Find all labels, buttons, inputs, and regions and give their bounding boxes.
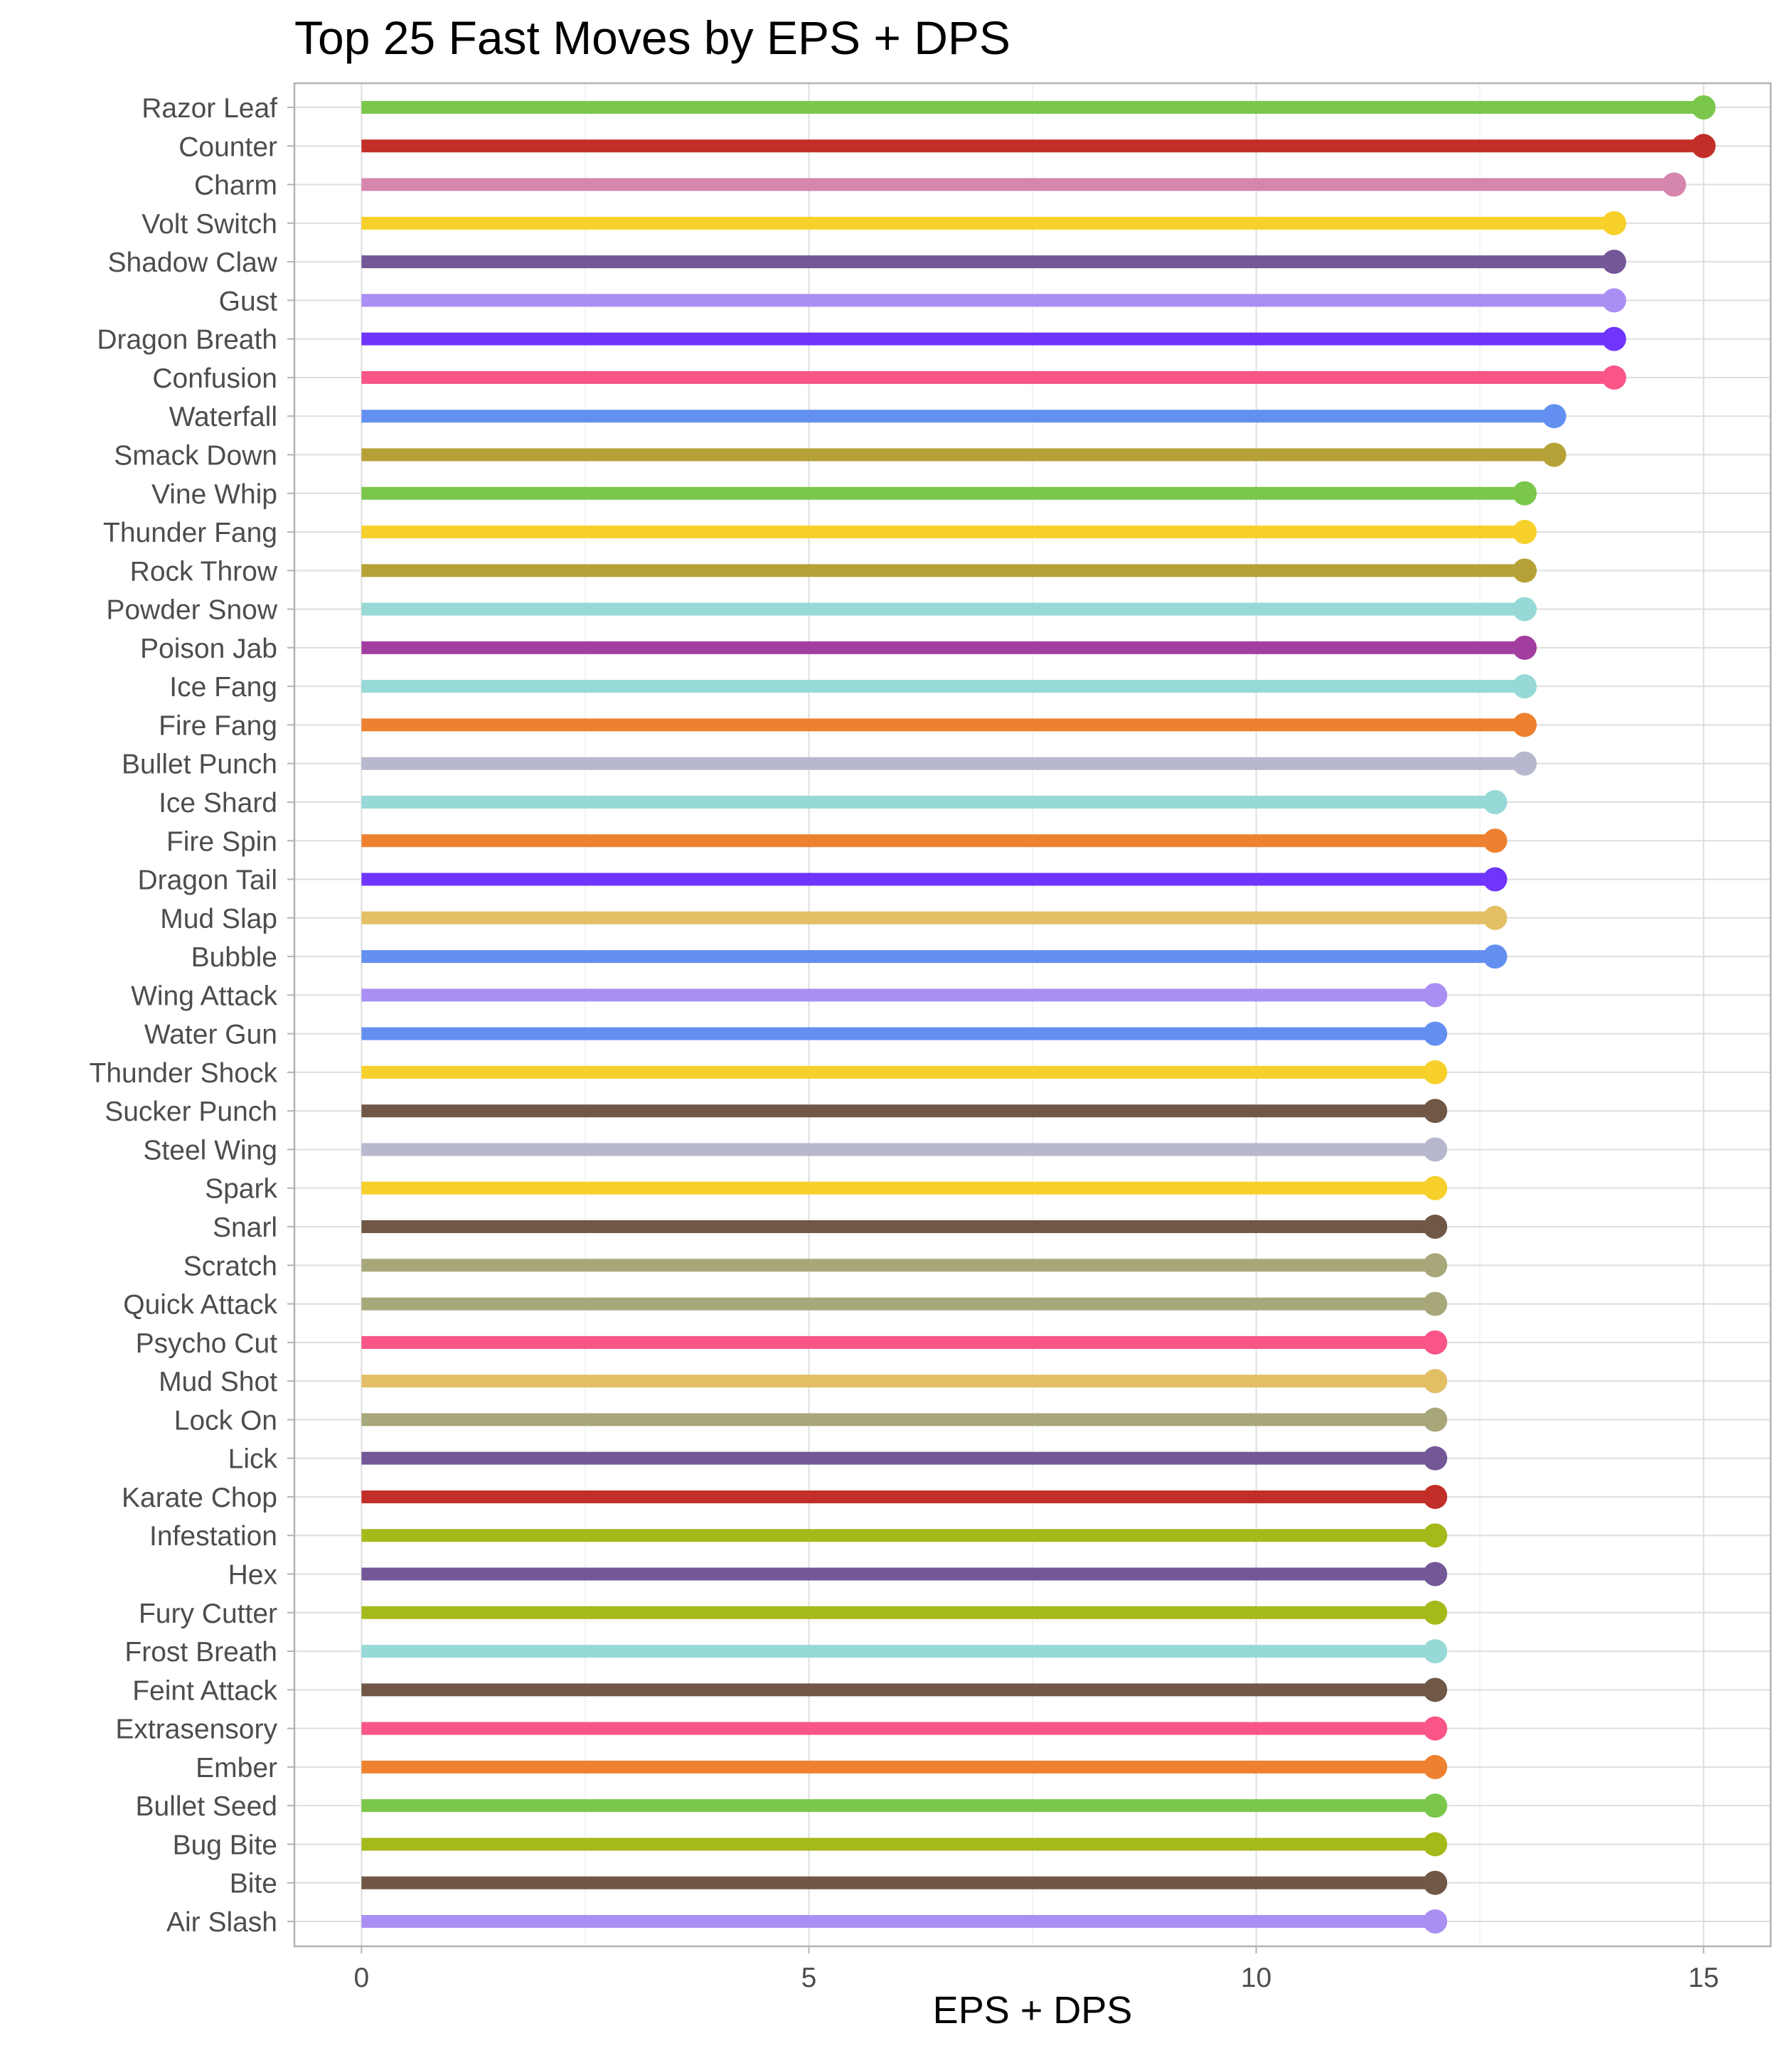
x-tick-label: 10 <box>1240 1963 1272 1993</box>
lollipop-point <box>1423 1793 1447 1818</box>
lollipop-point <box>1542 442 1567 466</box>
lollipop-point <box>1423 1407 1447 1431</box>
y-tick-label: Dragon Breath <box>97 324 277 356</box>
y-tick-label: Infestation <box>149 1521 277 1552</box>
lollipop-point <box>1513 481 1537 506</box>
lollipop-point <box>1513 636 1537 660</box>
y-tick-label: Frost Breath <box>124 1637 277 1668</box>
lollipop-point <box>1423 1253 1447 1277</box>
lollipop-point <box>1513 752 1537 776</box>
lollipop-point <box>1602 327 1626 351</box>
y-tick-label: Mud Shot <box>159 1367 277 1398</box>
y-tick-label: Shadow Claw <box>107 247 277 279</box>
dot-layer <box>1423 95 1715 1934</box>
lollipop-point <box>1602 250 1626 274</box>
lollipop-point <box>1423 1446 1447 1471</box>
y-tick-label: Poison Jab <box>140 633 277 664</box>
lollipop-point <box>1423 1717 1447 1741</box>
lollipop-point <box>1423 1601 1447 1625</box>
y-tick-label: Fury Cutter <box>138 1598 277 1629</box>
lollipop-point <box>1423 1176 1447 1200</box>
lollipop-point <box>1483 828 1507 853</box>
y-tick-label: Spark <box>205 1173 277 1205</box>
lollipop-point <box>1423 1909 1447 1934</box>
lollipop-point <box>1483 906 1507 930</box>
lollipop-point <box>1692 95 1716 119</box>
lollipop-point <box>1602 288 1626 312</box>
lollipop-point <box>1513 713 1537 737</box>
y-tick-label: Razor Leaf <box>142 93 277 124</box>
y-tick-label: Bullet Seed <box>135 1791 277 1823</box>
y-tick-label: Sucker Punch <box>105 1097 277 1128</box>
lollipop-point <box>1423 1137 1447 1161</box>
lollipop-point <box>1483 944 1507 969</box>
x-axis-title: EPS + DPS <box>932 1989 1133 2032</box>
y-tick-label: Wing Attack <box>131 981 277 1012</box>
lollipop-point <box>1513 520 1537 544</box>
x-tick-label: 0 <box>353 1963 370 1993</box>
y-axis <box>90 93 295 1938</box>
y-tick-label: Mud Slap <box>160 903 277 934</box>
lollipop-point <box>1423 1215 1447 1239</box>
y-tick-label: Fire Fang <box>159 710 277 742</box>
y-tick-label: Rock Throw <box>129 556 277 587</box>
x-tick-label: 15 <box>1687 1963 1719 1993</box>
x-axis <box>354 1946 1719 1993</box>
lollipop-point <box>1423 983 1447 1007</box>
lollipop-point <box>1602 366 1626 390</box>
lollipop-point <box>1423 1523 1447 1547</box>
lollipop-point <box>1513 597 1537 622</box>
lollipop-point <box>1423 1292 1447 1316</box>
y-tick-label: Counter <box>178 132 277 163</box>
lollipop-point <box>1423 1060 1447 1084</box>
lollipop-point <box>1423 1369 1447 1393</box>
y-tick-label: Bug Bite <box>172 1830 277 1861</box>
y-tick-label: Lock On <box>174 1405 277 1436</box>
y-tick-label: Extrasensory <box>115 1714 277 1745</box>
y-tick-label: Thunder Fang <box>103 518 277 549</box>
lollipop-point <box>1513 558 1537 582</box>
y-tick-label: Waterfall <box>169 402 277 433</box>
lollipop-point <box>1542 404 1567 428</box>
y-tick-label: Snarl <box>212 1212 277 1244</box>
y-tick-label: Quick Attack <box>123 1289 277 1321</box>
lollipop-point <box>1423 1871 1447 1895</box>
y-tick-label: Ice Shard <box>159 787 277 818</box>
y-tick-label: Confusion <box>152 363 277 394</box>
y-tick-label: Water Gun <box>144 1019 277 1050</box>
y-tick-label: Gust <box>218 286 277 317</box>
chart-title: Top 25 Fast Moves by EPS + DPS <box>294 11 1010 64</box>
lollipop-point <box>1423 1330 1447 1355</box>
lollipop-point <box>1423 1755 1447 1779</box>
y-tick-label: Karate Chop <box>122 1482 277 1513</box>
y-tick-label: Fire Spin <box>166 826 277 858</box>
lollipop-point <box>1423 1832 1447 1856</box>
y-tick-label: Bite <box>229 1868 277 1899</box>
lollipop-point <box>1423 1678 1447 1702</box>
lollipop-point <box>1602 211 1626 235</box>
grid-layer <box>294 83 1771 1946</box>
lollipop-point <box>1423 1562 1447 1586</box>
lollipop-point <box>1513 674 1537 698</box>
lollipop-point <box>1423 1099 1447 1123</box>
y-tick-label: Powder Snow <box>106 594 277 626</box>
y-tick-label: Volt Switch <box>142 208 277 240</box>
lollipop-point <box>1483 868 1507 892</box>
lollipop-point <box>1423 1485 1447 1509</box>
y-tick-label: Thunder Shock <box>89 1057 277 1089</box>
y-tick-label: Vine Whip <box>151 479 277 510</box>
lollipop-point <box>1692 134 1716 158</box>
y-tick-label: Air Slash <box>166 1907 277 1938</box>
y-tick-label: Bullet Punch <box>122 749 277 780</box>
y-tick-label: Steel Wing <box>143 1135 277 1166</box>
y-tick-label: Smack Down <box>114 440 277 471</box>
y-tick-label: Charm <box>193 170 277 201</box>
y-tick-label: Ice Fang <box>169 672 277 703</box>
y-tick-label: Dragon Tail <box>137 865 277 896</box>
y-tick-label: Ember <box>196 1752 277 1783</box>
y-tick-label: Lick <box>228 1444 277 1475</box>
lollipop-point <box>1423 1022 1447 1046</box>
y-tick-label: Hex <box>228 1559 277 1591</box>
lollipop-point <box>1483 790 1507 814</box>
lollipop-point <box>1662 173 1686 197</box>
y-tick-label: Psycho Cut <box>135 1328 277 1359</box>
y-tick-label: Scratch <box>183 1251 277 1282</box>
y-tick-label: Feint Attack <box>132 1675 277 1707</box>
x-tick-label: 5 <box>801 1963 817 1993</box>
lollipop-point <box>1423 1639 1447 1663</box>
y-tick-label: Bubble <box>191 942 277 974</box>
